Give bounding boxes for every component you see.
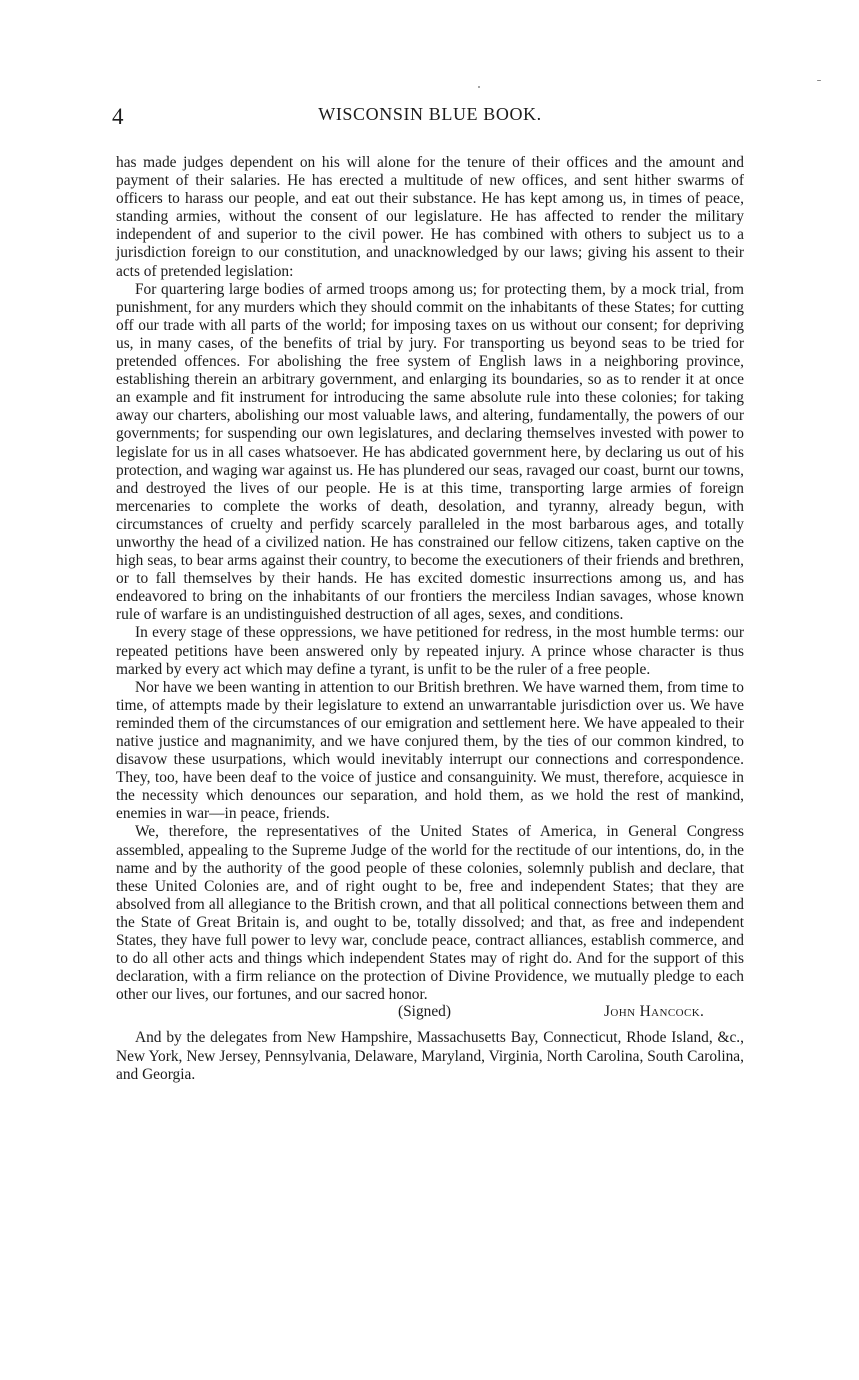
- running-title: WISCONSIN BLUE BOOK.: [318, 104, 542, 124]
- paragraph-continued: has made judges dependent on his will alone for the tenure of their offices and the amount and payment of their salaries. He has erected a multitude of new offices, and sent hither swarms of officers to harass our people, and eat out their substance. He has kept among us, in times of peace, standing armies, without the consent of our legislature. He has affected to render the military independent of and superior to the civil power. He has combined with others to subject us to a jurisdiction foreign to our constitution, and unacknowledged by our laws; giving his assent to their acts of pretended legislation:: [116, 154, 744, 280]
- page-header: [112, 98, 748, 138]
- scan-speck: [817, 80, 821, 81]
- signer-name: John Hancock.: [604, 1003, 705, 1021]
- signed-label: (Signed): [398, 1003, 452, 1021]
- page-number: 4: [112, 104, 124, 129]
- paragraph-declaration: We, therefore, the representatives of the United States of America, in General Congress assembled, appealing to the Supreme Judge of the world for the rectitude of our intentions, do, in the name and by the authority of the good people of these colonies, solemnly publish and declare, that these United Colonies are, and of right ought to be, free and independent States; that they are absolved from all allegiance to the British crown, and that all political connections between them and the State of Great Britain is, and ought to be, totally dissolved; and that, as free and independent States, they have full power to levy war, conclude peace, contract alliances, establish commerce, and to do all other acts and things which independent States may of right do. And for the support of this declaration, with a firm reliance on the protection of Divine Providence, we mutually pledge to each other our lives, our fortunes, and our sacred honor.: [116, 823, 744, 1004]
- signature-line: [116, 1003, 744, 1025]
- page-body: [116, 154, 744, 1084]
- scan-speck: [478, 86, 480, 88]
- paragraph-grievances: For quartering large bodies of armed troops among us; for protecting them, by a mock trial, from punishment, for any murders which they should commit on the inhabitants of these States; for cutting off our trade with all parts of the world; for imposing taxes on us without our consent; for depriving us, in many cases, of the benefits of trial by jury. For transporting us beyond seas to be tried for pretended offences. For abolishing the free system of English laws in a neighboring province, establishing therein an arbitrary government, and enlarging its boundaries, so as to render it at once an example and fit instrument for introducing the same absolute rule into these colonies; for taking away our charters, abolishing our most valuable laws, and altering, fundamentally, the powers of our governments; for suspending our own legislatures, and declaring themselves invested with power to legislate for us in all cases whatsoever. He has abdicated government here, by declaring us out of his protection, and waging war against us. He has plundered our seas, ravaged our coast, burnt our towns, and destroyed the lives of our people. He is at this time, transporting large armies of foreign mercenaries to complete the works of death, desolation, and tyranny, already begun, with circumstances of cruelty and perfidy scarcely paralleled in the most barbarous ages, and totally unworthy the head of a civilized nation. He has constrained our fellow citizens, taken captive on the high seas, to bear arms against their country, to become the executioners of their friends and brethren, or to fall themselves by their hands. He has excited domestic insurrections among us, and has endeavored to bring on the inhabitants of our frontiers the merciless Indian savages, whose known rule of warfare is an undistinguished destruction of all ages, sexes, and conditions.: [116, 280, 744, 624]
- paragraph-british-brethren: Nor have we been wanting in attention to our British brethren. We have warned them, from time to time, of attempts made by their legislature to extend an unwarrantable jurisdiction over us. We have reminded them of the circumstances of our emigration and settlement here. We have appealed to their native justice and magnanimity, and we have conjured them, by the ties of our common kindred, to disavow these usurpations, which would inevitably interrupt our connections and correspondence. They, too, have been deaf to the voice of justice and consanguinity. We must, therefore, acquiesce in the necessity which denounces our separation, and hold them, as we hold the rest of mankind, enemies in war—in peace, friends.: [116, 678, 744, 823]
- paragraph-delegates: And by the delegates from New Hampshire, Massachusetts Bay, Connecticut, Rhode Island, &c., New York, New Jersey, Pennsylvania, Delaware, Maryland, Virginia, North Carolina, South Carolina, and Georgia.: [116, 1029, 744, 1083]
- paragraph-petitions: In every stage of these oppressions, we have petitioned for redress, in the most humble terms: our repeated petitions have been answered only by repeated injury. A prince whose character is thus marked by every act which may define a tyrant, is unfit to be the ruler of a free people.: [116, 624, 744, 678]
